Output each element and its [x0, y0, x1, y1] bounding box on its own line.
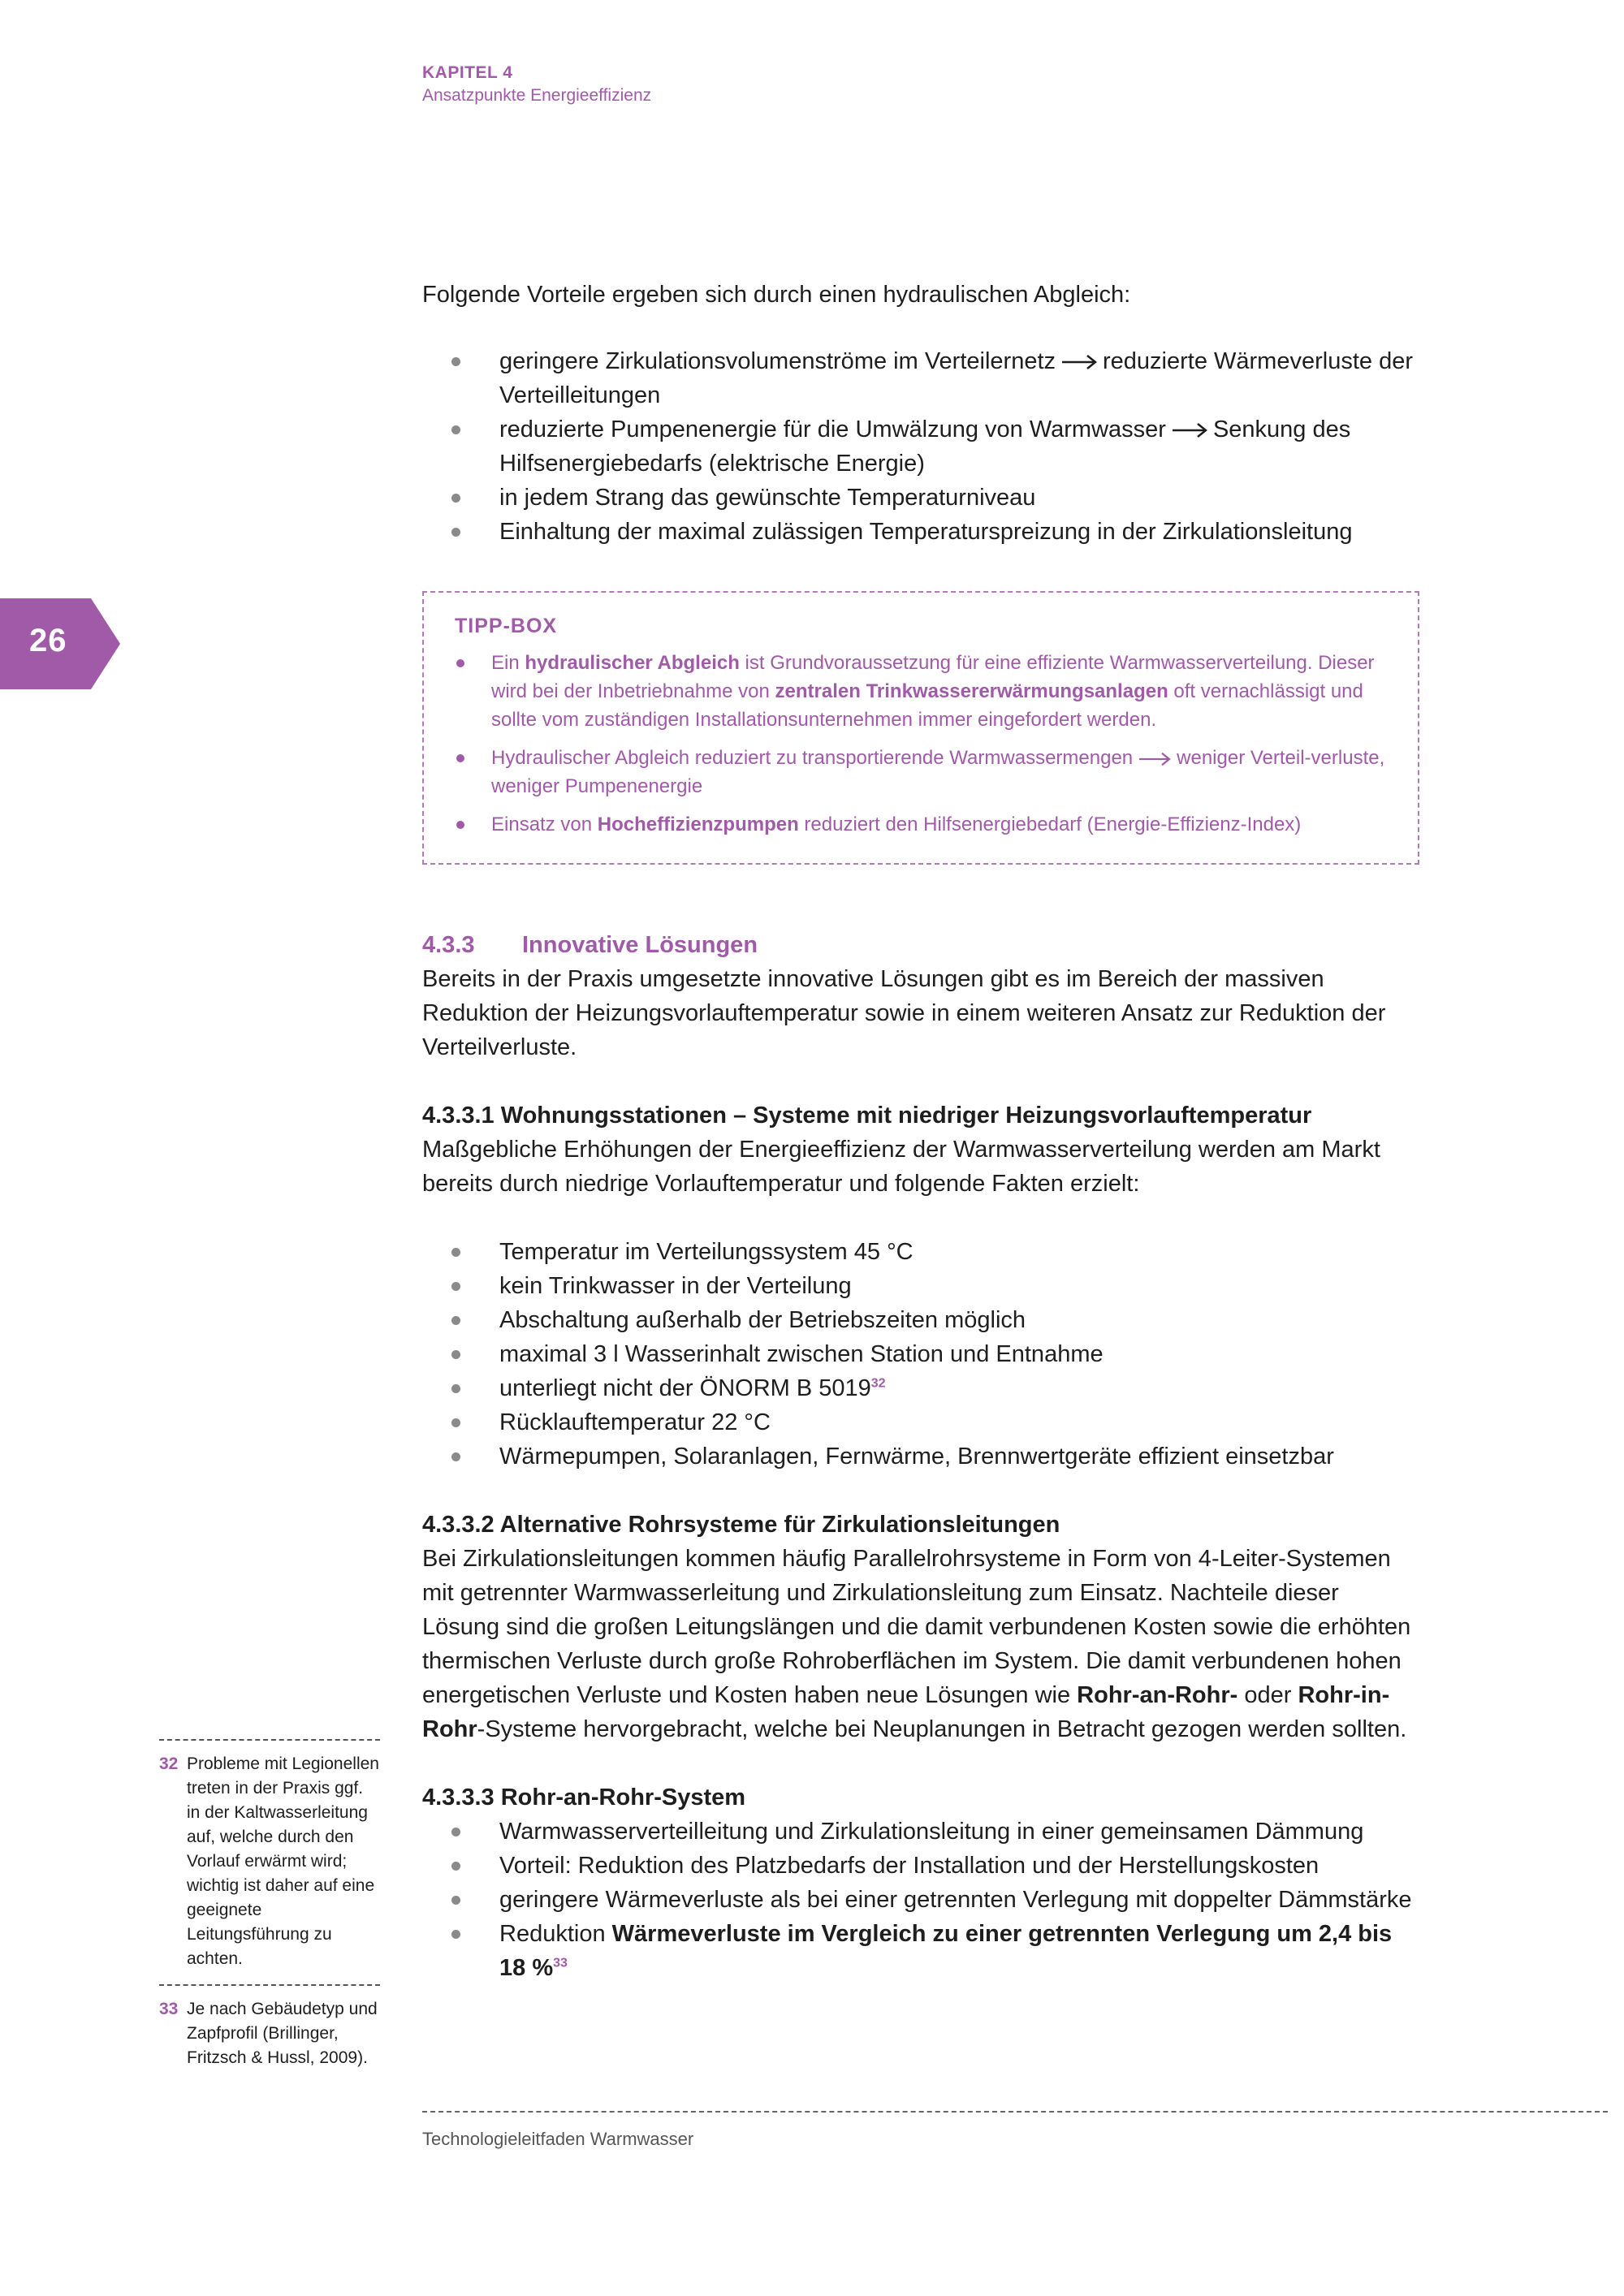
benefits-list [422, 344, 1419, 549]
list-item [422, 412, 1419, 481]
subsection-text-1: Maßgebliche Erhöhungen der Energieeffizienz der Warmwasserverteilung werden am Markt bereits durch niedrige Vorlauftemperatur und folgende Fakten erzielt: [422, 1137, 1380, 1197]
paragraph-text: oder [1237, 1682, 1298, 1708]
benefit-cause: geringere Zirkulationsvolumenströme im Verteilernetz [499, 348, 1056, 374]
page-number: 26 [29, 623, 67, 658]
list-item: geringere Wärmeverluste als bei einer getrennten Verlegung mit doppelter Dämmstärke [422, 1883, 1419, 1917]
chapter-subtitle: Ansatzpunkte Energieeffizienz [422, 86, 652, 105]
list-item-text: unterliegt nicht der ÖNORM B 5019 [499, 1375, 871, 1401]
footnote-text: Probleme mit Legionellen treten in der Praxis ggf. in der Kaltwasserleitung auf, welche durch den Vorlauf erwärmt wird; wichtig ist daher auf eine geeignete Leitungsführung zu achten. [187, 1754, 379, 1968]
rohr-list [422, 1815, 1419, 1985]
footnote-ref-33[interactable]: 33 [553, 1956, 568, 1970]
list-item [455, 744, 1387, 801]
tip-text: Ein [491, 652, 525, 674]
paragraph-text: Bei Zirkulationsleitungen kommen häufig Parallelrohrsysteme in Form von 4-Leiter-Systemen mit getrennter Warmwasserleitung und Zirkulationsleitung zum Einsatz. Nachteile dieser Lösung sind die großen Leitungslängen und die damit verbundenen Kosten sowie die erhöhten thermischen Verluste durch große Rohroberflächen im System. Die damit verbundenen hohen energetischen Verluste und Kosten haben neue Lösungen wie [422, 1546, 1411, 1708]
list-item: Vorteil: Reduktion des Platzbedarfs der Installation und der Herstellungskosten [422, 1849, 1419, 1883]
tip-text: Einsatz von [491, 814, 598, 835]
footer-divider [422, 2111, 1608, 2113]
tip-bold: zentralen Trinkwassererwärmungsanlagen [775, 680, 1168, 702]
subsection-heading-2: 4.3.3.2 Alternative Rohrsysteme für Zirkulationsleitungen [422, 1512, 1060, 1538]
footer-title: Technologieleitfaden Warmwasser [422, 2129, 694, 2149]
list-item: Einhaltung der maximal zulässigen Temperaturspreizung in der Zirkulationsleitung [422, 515, 1419, 549]
tip-text: weniger Verteil-verluste, weniger Pumpenenergie [491, 747, 1385, 797]
list-item: Warmwasserverteilleitung und Zirkulationsleitung in einer gemeinsamen Dämmung [422, 1815, 1419, 1849]
list-item: Wärmepumpen, Solaranlagen, Fernwärme, Brennwertgeräte effizient einsetzbar [422, 1439, 1419, 1474]
tip-bold: Hocheffizienzpumpen [597, 814, 799, 835]
tip-text: ist Grundvoraussetzung für eine effiziente Warmwasserverteilung. Dieser wird bei der Inbetriebnahme von [491, 652, 1375, 702]
list-item: in jedem Strang das gewünschte Temperaturniveau [422, 481, 1419, 515]
intro-text: Folgende Vorteile ergeben sich durch einen hydraulischen Abgleich: [422, 282, 1131, 308]
section-number: 4.3.3 [422, 932, 475, 958]
footnote-text: Je nach Gebäudetyp und Zapfprofil (Brillinger, Fritzsch & Hussl, 2009). [187, 2000, 378, 2067]
benefit-effect: reduzierte Wärmeverluste der Verteilleitungen [499, 348, 1413, 408]
list-item-bold: Wärmeverluste im Vergleich zu einer getrennten Verlegung um 2,4 bis 18 % [499, 1921, 1393, 1981]
footnote-32 [159, 1752, 380, 1971]
list-item: Rücklauftemperatur 22 °C [422, 1405, 1419, 1439]
footnotes [159, 1739, 380, 2083]
benefit-effect: Senkung des Hilfsenergiebedarfs (elektrische Energie) [499, 416, 1351, 477]
tip-text: Hydraulischer Abgleich reduziert zu transportierende Warmwassermengen [491, 747, 1134, 769]
footnote-divider [159, 1739, 380, 1741]
list-item [422, 1917, 1419, 1985]
subsection-text-2 [422, 1542, 1419, 1746]
benefit-cause: reduzierte Pumpenenergie für die Umwälzung von Warmwasser [499, 416, 1166, 442]
subsection-heading-1: 4.3.3.1 Wohnungsstationen – Systeme mit niedriger Heizungsvorlauftemperatur [422, 1103, 1312, 1129]
section-title: Innovative Lösungen [522, 932, 758, 958]
footnote-divider [159, 1984, 380, 1986]
paragraph-bold: Rohr-in-Rohr [422, 1682, 1390, 1742]
chapter-header [422, 63, 651, 106]
tip-box [422, 591, 1419, 865]
paragraph-bold: Rohr-an-Rohr- [1077, 1682, 1238, 1708]
footnote-33 [159, 1997, 380, 2070]
arrow-right-icon [1171, 422, 1208, 438]
section-text: Bereits in der Praxis umgesetzte innovative Lösungen gibt es im Bereich der massiven Reduktion der Heizungsvorlauftemperatur sowie in einem weiteren Ansatz zur Reduktion der Verteilverluste. [422, 966, 1386, 1060]
page-number-tab [0, 598, 120, 689]
section-heading [422, 928, 1419, 962]
list-item [422, 1371, 1419, 1405]
footnote-number: 33 [159, 2000, 179, 2018]
list-item-text: Reduktion [499, 1921, 612, 1947]
footnote-ref-32[interactable]: 32 [870, 1376, 886, 1391]
tip-text: oft vernachlässigt und sollte vom zuständigen Installationsunternehmen immer eingefordert werden. [491, 680, 1363, 731]
subsection-heading-3: 4.3.3.3 Rohr-an-Rohr-System [422, 1785, 746, 1810]
tip-box-title: TIPP-BOX [455, 615, 558, 637]
chapter-label: KAPITEL 4 [422, 63, 513, 82]
list-item [422, 344, 1419, 412]
list-item: kein Trinkwasser in der Verteilung [422, 1269, 1419, 1303]
list-item: Abschaltung außerhalb der Betriebszeiten möglich [422, 1303, 1419, 1337]
list-item: maximal 3 l Wasserinhalt zwischen Station und Entnahme [422, 1337, 1419, 1371]
footnote-number: 32 [159, 1754, 179, 1773]
arrow-right-icon [1138, 752, 1172, 766]
list-item [455, 810, 1387, 839]
paragraph-text: -Systeme hervorgebracht, welche bei Neuplanungen in Betracht gezogen werden sollten. [477, 1716, 1407, 1742]
tip-text: reduziert den Hilfsenergiebedarf (Energie-Effizienz-Index) [798, 814, 1302, 835]
tip-bold: hydraulischer Abgleich [525, 652, 740, 674]
list-item: Temperatur im Verteilungssystem 45 °C [422, 1235, 1419, 1269]
list-item [455, 649, 1387, 734]
arrow-right-icon [1060, 354, 1098, 370]
facts-list [422, 1235, 1419, 1474]
tip-box-list [455, 649, 1387, 839]
main-content [422, 278, 1419, 1985]
